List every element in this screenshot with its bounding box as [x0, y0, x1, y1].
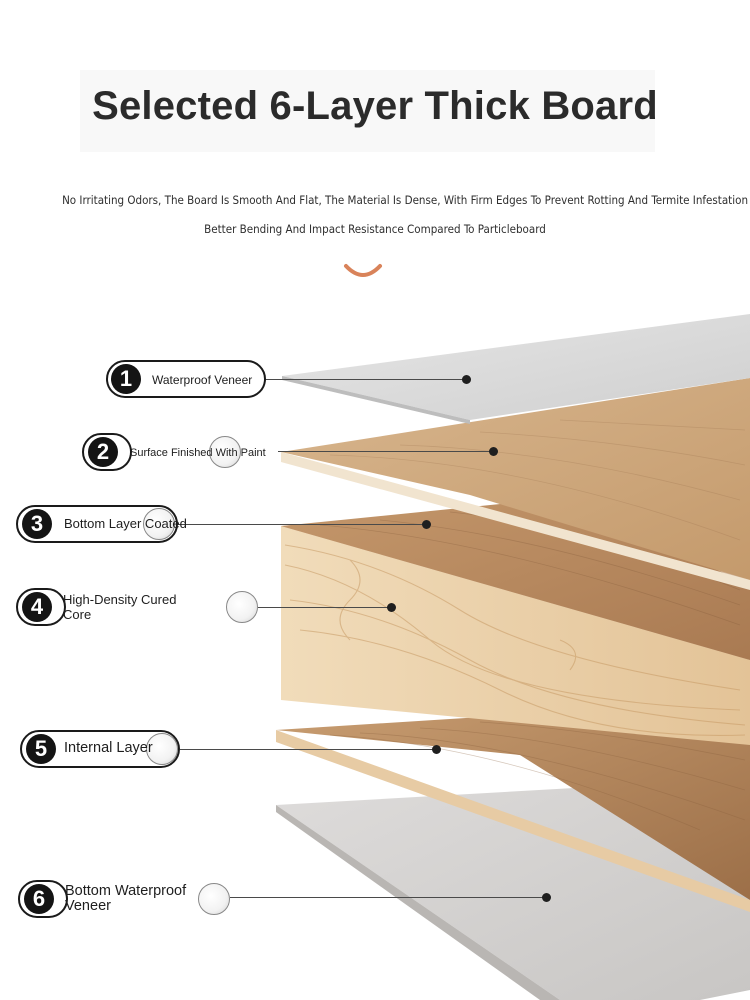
- layer-number-4: 4: [22, 592, 52, 622]
- layer-label-4: High-Density Cured Core: [63, 592, 177, 622]
- layer-label-1: Waterproof Veneer: [152, 373, 253, 387]
- page-title: Selected 6-Layer Thick Board: [92, 84, 658, 128]
- leader-line-2: [278, 451, 493, 452]
- subtitle-line-1: No Irritating Odors, The Board Is Smooth And Flat, The Material Is Dense, With Firm Edges To Prevent Rotting And Termite Infestation: [62, 193, 748, 207]
- layer-number-6: 6: [24, 884, 54, 914]
- leader-line-1: [262, 379, 466, 380]
- marker-dot-5: [432, 745, 441, 754]
- marker-dot-1: [462, 375, 471, 384]
- layer-label-2: Surface Finished With Paint: [130, 447, 266, 459]
- callout-ring-4: [226, 591, 258, 623]
- layer-number-1: 1: [111, 364, 141, 394]
- layer-number-5: 5: [26, 734, 56, 764]
- layer-label-3: Bottom Layer Coated: [64, 516, 187, 531]
- marker-dot-6: [542, 893, 551, 902]
- leader-line-5: [180, 749, 436, 750]
- marker-dot-3: [422, 520, 431, 529]
- layer-number-2: 2: [88, 437, 118, 467]
- leader-line-4: [258, 607, 391, 608]
- leader-line-6: [230, 897, 546, 898]
- subtitle-line-2: Better Bending And Impact Resistance Compared To Particleboard: [204, 222, 546, 236]
- layer-number-3: 3: [22, 509, 52, 539]
- marker-dot-4: [387, 603, 396, 612]
- layer-label-6: Bottom Waterproof Veneer: [65, 883, 187, 914]
- layer-label-5: Internal Layer: [64, 740, 153, 756]
- marker-dot-2: [489, 447, 498, 456]
- leader-line-3: [176, 524, 426, 525]
